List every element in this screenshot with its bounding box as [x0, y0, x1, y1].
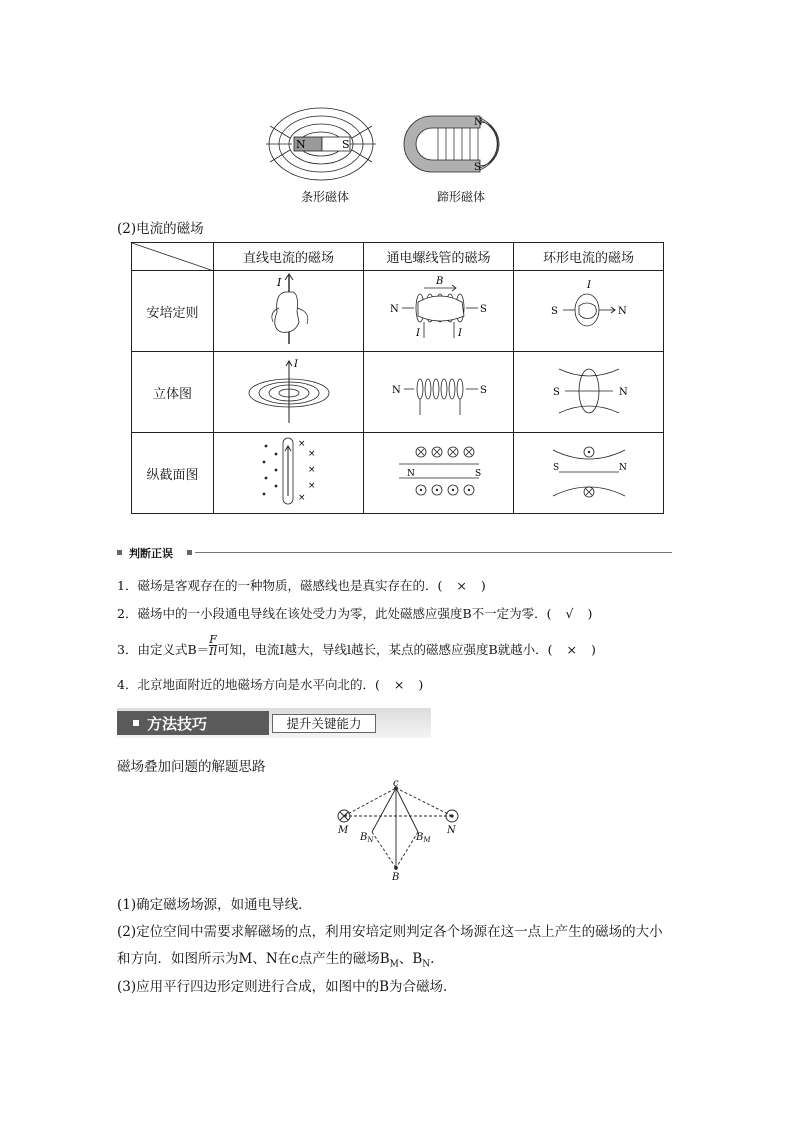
method-banner [117, 708, 431, 738]
solenoid-i-label-1: I [415, 328, 420, 339]
loop-section-s-label: S [552, 463, 559, 473]
current-field-table [131, 242, 664, 514]
bar-magnet-caption: 条形磁体 [300, 190, 349, 204]
diagram-m-label: M [338, 825, 349, 836]
loop-3d-n-label: N [618, 387, 628, 398]
bar-magnet-figure [266, 104, 376, 184]
solenoid-section-n-label: N [406, 469, 415, 479]
cell-straight-section [214, 433, 364, 514]
loop-section-n-label: N [618, 463, 627, 473]
judge-mark-4: × [393, 677, 405, 692]
svg-text:×: × [297, 439, 306, 449]
cell-loop-ampere [514, 271, 664, 352]
diagram-n-label: N [447, 825, 456, 836]
table-corner-cell [132, 243, 214, 271]
banner-title: 方法技巧 [147, 715, 208, 733]
method-step-1: (1)确定磁场场源，如通电导线． [117, 897, 312, 913]
svg-text:×: × [307, 449, 316, 459]
right-hand-solenoid-icon [384, 272, 494, 346]
diagram-bm-label: $B_M$ [416, 832, 431, 844]
right-hand-straight-wire-icon [249, 272, 329, 346]
straight-3d-i-label: I [293, 359, 298, 370]
judge-mark-1: × [456, 578, 467, 593]
cell-loop-3d [514, 352, 664, 433]
bar-magnet-n-label: N [296, 138, 306, 151]
straight-i-label: I [276, 276, 281, 289]
judge-item-2: 2．磁场中的一小段通电导线在该处受力为零，此处磁感应强度B不一定为零．( √ ) [117, 606, 593, 621]
loop-section-icon [539, 434, 639, 508]
horseshoe-magnet-caption: 蹄形磁体 [436, 190, 485, 204]
svg-text:×: × [307, 481, 316, 491]
cell-solenoid-ampere [364, 271, 514, 352]
row-label-3d-view: 立体图 [132, 352, 214, 433]
loop-3d-icon [539, 353, 639, 427]
bar-magnet-s-label: S [342, 138, 350, 151]
judge-heading-bar [117, 545, 672, 561]
horseshoe-n-label: N [474, 117, 483, 128]
cell-solenoid-3d [364, 352, 514, 433]
table-header-solenoid: 通电螺线管的磁场 [364, 243, 514, 271]
solenoid-s-label: S [479, 304, 487, 315]
diagram-b-label: B [392, 872, 400, 883]
row-label-cross-section: 纵截面图 [132, 433, 214, 514]
cell-solenoid-section [364, 433, 514, 514]
loop-n-label: N [617, 306, 627, 317]
table-header-straight: 直线电流的磁场 [214, 243, 364, 271]
judge-item-4: 4．北京地面附近的地磁场方向是水平向北的．( × ) [117, 677, 424, 692]
loop-i-label: I [586, 280, 591, 291]
solenoid-section-icon [379, 434, 499, 508]
cell-straight-3d [214, 352, 364, 433]
solenoid-n-label: N [389, 304, 399, 315]
method-title: 磁场叠加问题的解题思路 [117, 759, 266, 775]
solenoid-3d-n-label: N [391, 385, 401, 396]
solenoid-3d-s-label: S [479, 385, 487, 396]
method-step-2: (2)定位空间中需要求解磁场的点，利用安培定则判定各个场源在这一点上产生的磁场的大小 [117, 924, 663, 940]
judge-item-3: 3．由定义式B＝ $\frac{F}{Il}$ 可知，电流I越大，导线l越长，某点的磁感应强度B就越小．( × ) [117, 633, 596, 658]
horseshoe-magnet-figure [402, 112, 524, 182]
method-step-3: (3)应用平行四边形定则进行合成，如图中的B为合磁场． [117, 979, 457, 995]
cell-loop-section [514, 433, 664, 514]
solenoid-i-label-2: I [457, 328, 462, 339]
judge-heading: 判断正误 [129, 547, 173, 560]
right-hand-loop-icon [539, 272, 639, 346]
loop-3d-s-label: S [552, 387, 560, 398]
solenoid-b-label: B [435, 276, 443, 287]
solenoid-3d-icon [384, 353, 494, 427]
svg-text:×: × [307, 465, 316, 475]
cell-straight-ampere [214, 271, 364, 352]
definition-fraction: $\frac{F}{Il}$ [209, 633, 218, 658]
straight-wire-section-icon [234, 434, 344, 508]
diagram-c-label: c [393, 780, 399, 789]
solenoid-section-s-label: S [474, 469, 481, 479]
judge-mark-2: √ [565, 606, 574, 621]
straight-wire-3d-icon [234, 353, 344, 427]
judge-item-1: 1．磁场是客观存在的一种物质，磁感线也是真实存在的．( × ) [117, 578, 486, 593]
section-title-current-field: (2)电流的磁场 [117, 221, 204, 237]
banner-subtitle: 提升关键能力 [272, 714, 376, 733]
diagram-bn-label: $B_N$ [360, 832, 374, 844]
row-label-ampere-rule: 安培定则 [132, 271, 214, 352]
table-header-loop: 环形电流的磁场 [514, 243, 664, 271]
loop-s-label: S [550, 306, 558, 317]
svg-text:×: × [297, 493, 306, 503]
method-step-2-cont: 和方向．如图所示为M、N在c点产生的磁场$B_M$、$B_N$. [117, 951, 435, 970]
horseshoe-s-label: S [474, 162, 481, 173]
judge-mark-3: × [566, 642, 577, 657]
superposition-diagram [330, 780, 470, 884]
